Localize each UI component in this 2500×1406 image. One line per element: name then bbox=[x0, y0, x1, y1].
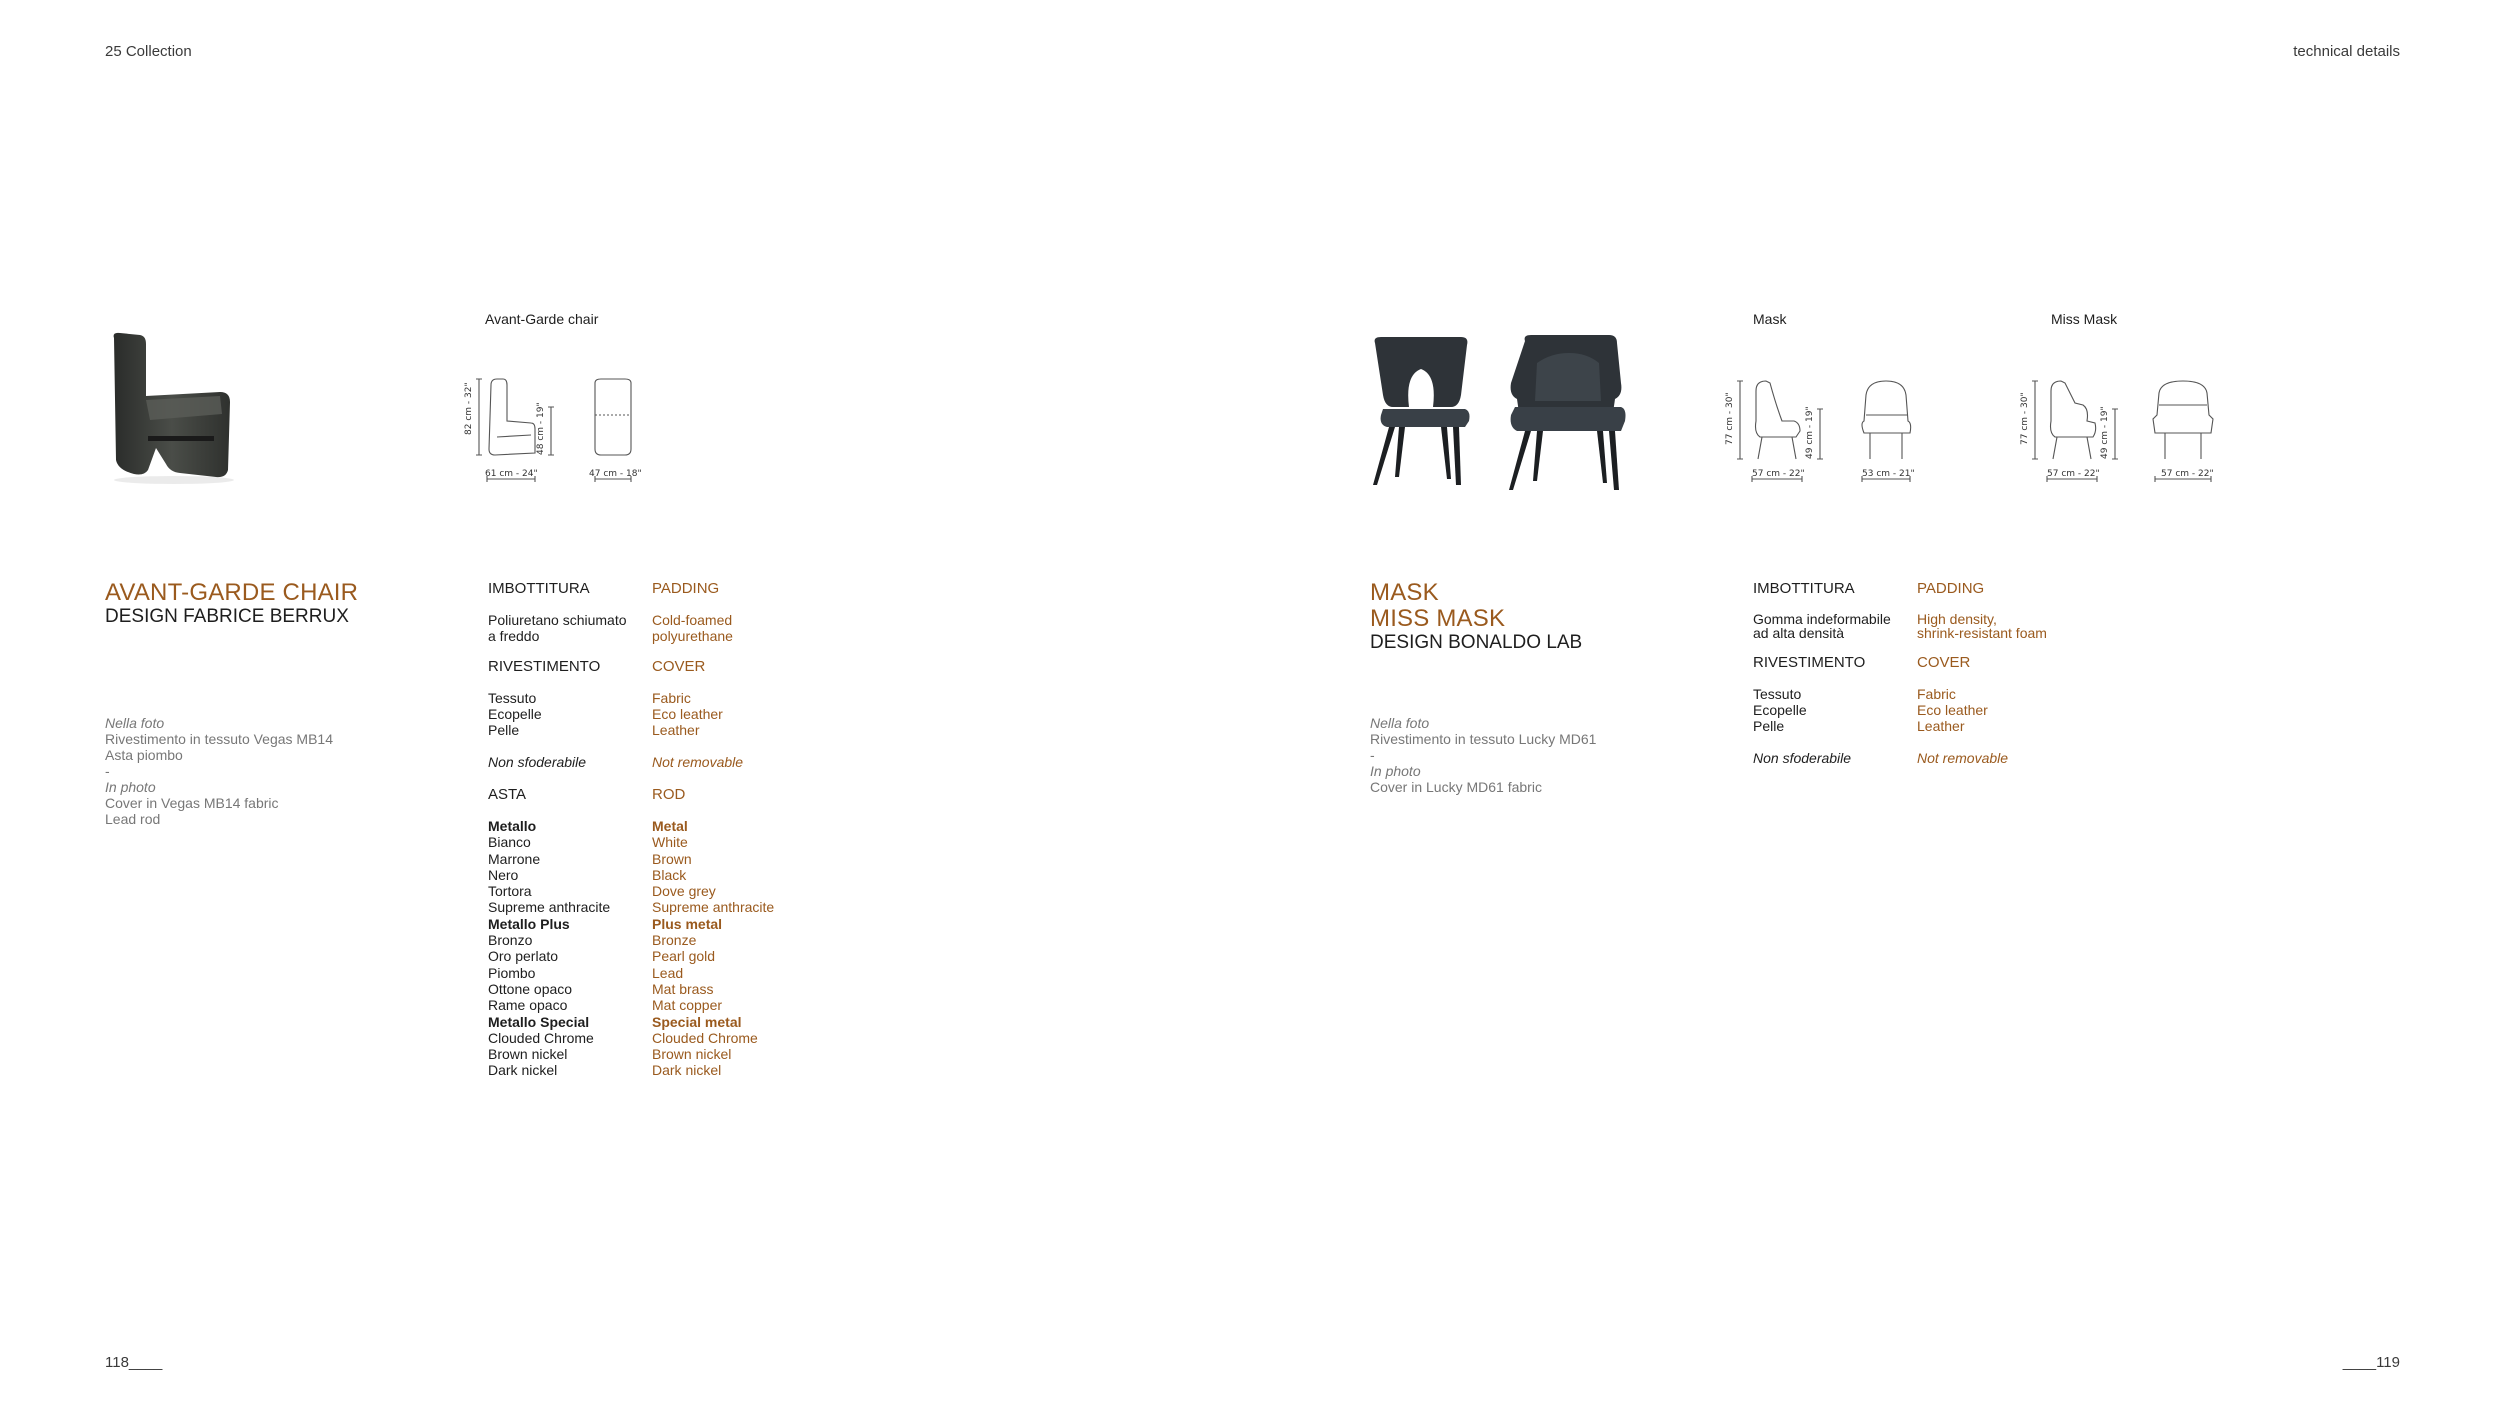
padding-heading-en: PADDING bbox=[652, 580, 720, 597]
rod-finish-en: Bronze bbox=[652, 932, 697, 949]
cover-it-value: Ecopelle bbox=[1753, 702, 1807, 718]
mask-seat-height-dim: 49 cm - 19" bbox=[1805, 406, 1815, 459]
cover-heading-it: RIVESTIMENTO bbox=[488, 658, 601, 675]
padding-en-line: shrink-resistant foam bbox=[1917, 625, 2047, 641]
rod-finish-en: Brown nickel bbox=[652, 1046, 732, 1063]
rod-finish-row bbox=[488, 1014, 828, 1030]
rod-finish-it: Brown nickel bbox=[488, 1046, 568, 1063]
rod-finish-it: Piombo bbox=[488, 964, 536, 981]
mask-photo-note bbox=[1370, 715, 1670, 795]
rod-finish-it: Tortora bbox=[488, 883, 532, 900]
padding-it-line: Gomma indeformabile bbox=[1753, 611, 1891, 627]
padding-heading-row bbox=[488, 580, 828, 598]
padding-it-line: ad alta densità bbox=[1753, 625, 1845, 641]
rod-finish-row bbox=[488, 1030, 828, 1046]
rod-finish-row bbox=[488, 1046, 828, 1062]
removable-it: Non sfoderabile bbox=[488, 754, 587, 770]
mask-dimension-drawing bbox=[1720, 375, 1930, 490]
mask-product-title: MASK bbox=[1370, 579, 1439, 606]
miss-mask-seat-height-dim: 49 cm - 19" bbox=[2100, 406, 2110, 459]
rod-finish-row bbox=[488, 932, 828, 948]
padding-en-line: Cold-foamed bbox=[652, 612, 733, 628]
rod-finish-en: Special metal bbox=[652, 1013, 742, 1030]
padding-it-line: a freddo bbox=[488, 628, 540, 644]
cover-it-value: Pelle bbox=[1753, 718, 1785, 734]
cover-en-value: Fabric bbox=[652, 690, 691, 706]
photo-note-en-label: In photo bbox=[1370, 763, 1421, 779]
miss-mask-drawing-label: Miss Mask bbox=[2051, 311, 2118, 327]
padding-heading-it: IMBOTTITURA bbox=[488, 580, 590, 597]
rod-finish-row bbox=[488, 834, 828, 850]
photo-note-line: Lead rod bbox=[105, 811, 161, 827]
rod-finish-it: Bianco bbox=[488, 834, 531, 851]
rod-finish-en: Mat copper bbox=[652, 997, 723, 1014]
cover-it-value: Tessuto bbox=[488, 690, 537, 706]
rod-finish-en: Dove grey bbox=[652, 883, 716, 900]
cover-en-value: Leather bbox=[1917, 718, 1965, 734]
rod-finish-it: Supreme anthracite bbox=[488, 899, 611, 916]
rod-finish-list bbox=[488, 818, 828, 1079]
miss-mask-dimension-drawing bbox=[2015, 375, 2225, 490]
avant-photo-note bbox=[105, 715, 405, 827]
mask-width-dim: 53 cm - 21" bbox=[1862, 469, 1915, 479]
rod-finish-row bbox=[488, 867, 828, 883]
rod-finish-row bbox=[488, 965, 828, 981]
avant-designer: DESIGN FABRICE BERRUX bbox=[105, 606, 349, 627]
rod-heading-en: ROD bbox=[652, 786, 686, 803]
rod-finish-en: Pearl gold bbox=[652, 948, 716, 965]
rod-finish-row bbox=[488, 997, 828, 1013]
rod-finish-en: White bbox=[652, 834, 688, 851]
padding-en-line: polyurethane bbox=[652, 628, 733, 644]
rod-finish-en: Mat brass bbox=[652, 980, 714, 997]
cover-heading-row bbox=[1753, 654, 2093, 672]
padding-heading-row bbox=[1753, 580, 2093, 598]
rod-finish-en: Dark nickel bbox=[652, 1062, 722, 1079]
avant-drawing-label: Avant-Garde chair bbox=[485, 311, 599, 327]
removable-en: Not removable bbox=[652, 754, 744, 770]
cover-heading-row bbox=[488, 658, 828, 676]
rod-heading-row bbox=[488, 786, 828, 804]
rod-finish-it: Ottone opaco bbox=[488, 980, 573, 997]
miss-mask-width-dim: 57 cm - 22" bbox=[2161, 469, 2214, 479]
avant-seat-height-dim: 48 cm - 19" bbox=[536, 402, 546, 455]
photo-note-line: Rivestimento in tessuto Vegas MB14 bbox=[105, 731, 334, 747]
rod-finish-row bbox=[488, 851, 828, 867]
removable-row bbox=[488, 754, 828, 770]
photo-note-line: Asta piombo bbox=[105, 747, 183, 763]
mask-chairs-photo bbox=[1365, 335, 1635, 495]
rod-finish-it: Metallo bbox=[488, 818, 537, 834]
padding-heading-en: PADDING bbox=[1917, 580, 1985, 597]
removable-row bbox=[1753, 750, 2093, 766]
rod-finish-en: Plus metal bbox=[652, 915, 723, 932]
cover-heading-en: COVER bbox=[1917, 654, 1971, 671]
rod-finish-it: Dark nickel bbox=[488, 1062, 558, 1079]
removable-it: Non sfoderabile bbox=[1753, 750, 1852, 766]
padding-values-row bbox=[488, 612, 828, 644]
mask-specs bbox=[1753, 580, 2093, 766]
cover-it-value: Ecopelle bbox=[488, 706, 542, 722]
padding-en-line: High density, bbox=[1917, 611, 1997, 627]
cover-en-value: Fabric bbox=[1917, 686, 1956, 702]
rod-finish-row bbox=[488, 916, 828, 932]
photo-note-line: Cover in Lucky MD61 fabric bbox=[1370, 779, 1542, 795]
rod-finish-it: Bronzo bbox=[488, 932, 533, 949]
photo-note-it-label: Nella foto bbox=[105, 715, 165, 731]
avant-height-dim: 82 cm - 32" bbox=[464, 382, 474, 435]
removable-en: Not removable bbox=[1917, 750, 2009, 766]
cover-it-value: Tessuto bbox=[1753, 686, 1802, 702]
rod-finish-en: Black bbox=[652, 866, 687, 883]
page-number-right: ____119 bbox=[2342, 1354, 2400, 1371]
rod-finish-row bbox=[488, 818, 828, 834]
section-header: technical details bbox=[2293, 43, 2400, 60]
rod-finish-it: Oro perlato bbox=[488, 948, 559, 965]
cover-en-value: Eco leather bbox=[1917, 702, 1988, 718]
miss-mask-depth-dim: 57 cm - 22" bbox=[2047, 469, 2100, 479]
cover-values-row bbox=[1753, 686, 2093, 734]
rod-finish-row bbox=[488, 883, 828, 899]
avant-product-title: AVANT-GARDE CHAIR bbox=[105, 579, 359, 606]
rod-finish-en: Lead bbox=[652, 964, 684, 981]
cover-values-row bbox=[488, 690, 828, 738]
miss-mask-product-title: MISS MASK bbox=[1370, 605, 1506, 632]
avant-depth-dim: 61 cm - 24" bbox=[485, 469, 538, 479]
mask-height-dim: 77 cm - 30" bbox=[1725, 392, 1735, 445]
photo-note-it-label: Nella foto bbox=[1370, 715, 1430, 731]
photo-note-en-label: In photo bbox=[105, 779, 156, 795]
cover-it-value: Pelle bbox=[488, 722, 520, 738]
page-number-left: 118____ bbox=[105, 1354, 163, 1371]
mask-depth-dim: 57 cm - 22" bbox=[1752, 469, 1805, 479]
avant-garde-chair-photo bbox=[100, 330, 240, 485]
rod-finish-en: Supreme anthracite bbox=[652, 899, 775, 916]
avant-width-dim: 47 cm - 18" bbox=[589, 469, 642, 479]
photo-note-line: - bbox=[105, 763, 110, 779]
photo-note-line: Rivestimento in tessuto Lucky MD61 bbox=[1370, 731, 1597, 747]
rod-finish-it: Marrone bbox=[488, 850, 541, 867]
padding-it-line: Poliuretano schiumato bbox=[488, 612, 627, 628]
rod-finish-it: Metallo Special bbox=[488, 1013, 590, 1030]
avant-dimension-drawing bbox=[455, 375, 655, 490]
mask-product-title-block bbox=[1370, 580, 1582, 654]
rod-heading-it: ASTA bbox=[488, 786, 527, 803]
rod-finish-row bbox=[488, 899, 828, 915]
collection-header: 25 Collection bbox=[105, 43, 192, 60]
photo-note-line: Cover in Vegas MB14 fabric bbox=[105, 795, 279, 811]
rod-finish-it: Rame opaco bbox=[488, 997, 568, 1014]
padding-values-row bbox=[1753, 612, 2093, 640]
miss-mask-height-dim: 77 cm - 30" bbox=[2020, 392, 2030, 445]
rod-finish-it: Metallo Plus bbox=[488, 915, 570, 932]
cover-en-value: Eco leather bbox=[652, 706, 723, 722]
avant-specs bbox=[488, 580, 828, 1079]
mask-designer: DESIGN BONALDO LAB bbox=[1370, 632, 1583, 653]
padding-heading-it: IMBOTTITURA bbox=[1753, 580, 1855, 597]
rod-finish-en: Brown bbox=[652, 850, 692, 867]
mask-drawing-label: Mask bbox=[1753, 311, 1787, 327]
rod-finish-en: Metal bbox=[652, 818, 688, 834]
rod-finish-row bbox=[488, 1062, 828, 1078]
photo-note-line: - bbox=[1370, 747, 1375, 763]
rod-finish-en: Clouded Chrome bbox=[652, 1029, 758, 1046]
cover-heading-en: COVER bbox=[652, 658, 706, 675]
rod-finish-row bbox=[488, 948, 828, 964]
rod-finish-it: Clouded Chrome bbox=[488, 1029, 594, 1046]
rod-finish-row bbox=[488, 981, 828, 997]
rod-finish-it: Nero bbox=[488, 866, 519, 883]
avant-product-title-block bbox=[105, 580, 358, 628]
cover-en-value: Leather bbox=[652, 722, 700, 738]
cover-heading-it: RIVESTIMENTO bbox=[1753, 654, 1866, 671]
